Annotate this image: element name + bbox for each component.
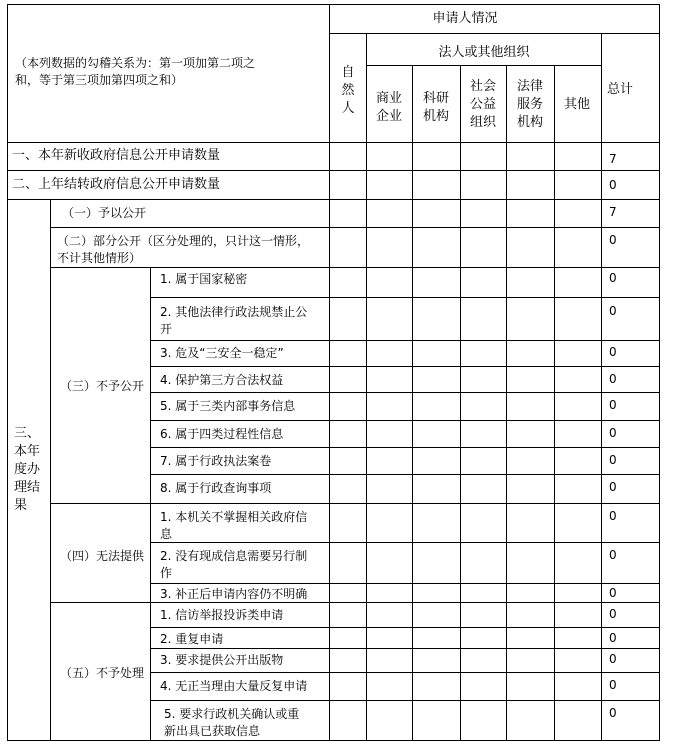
unable-item: 1. 本机关不掌握相关政府信 息 bbox=[160, 510, 308, 541]
refuse-item: 5. 属于三类内部事务信息 bbox=[160, 399, 296, 413]
header-note: （本列数据的勾稽关系为：第一项加第二项之 和，等于第三项加第四项之和） bbox=[15, 56, 256, 87]
grid-hline bbox=[150, 583, 660, 584]
refuse-item: 1. 属于国家秘密 bbox=[160, 272, 248, 286]
unable-item: 3. 补正后申请内容仍不明确 bbox=[160, 587, 308, 601]
refuse-item: 2. 其他法律行政法规禁止公 开 bbox=[160, 305, 308, 336]
total-value: 0 bbox=[609, 453, 617, 467]
header-legal-group: 法人或其他组织 bbox=[438, 45, 530, 60]
grid-hline bbox=[150, 648, 660, 649]
grid-hline bbox=[150, 420, 660, 421]
grid-vline bbox=[50, 199, 51, 741]
row-carried-over: 二、上年结转政府信息公开申请数量 bbox=[12, 177, 221, 192]
grid-hline bbox=[7, 142, 660, 143]
grid-hline bbox=[366, 65, 602, 66]
grid-vline bbox=[7, 4, 8, 741]
grid-hline bbox=[7, 199, 660, 200]
total-value: 0 bbox=[609, 652, 617, 666]
grid-hline bbox=[150, 700, 660, 701]
grid-hline bbox=[150, 366, 660, 367]
grid-hline bbox=[7, 4, 660, 5]
total-value: 0 bbox=[609, 178, 617, 192]
grid-hline bbox=[150, 542, 660, 543]
refuse-item: 7. 属于行政执法案卷 bbox=[160, 454, 272, 468]
grid-hline bbox=[7, 170, 660, 171]
total-value: 0 bbox=[609, 271, 617, 285]
grid-vline bbox=[554, 65, 555, 741]
grid-hline bbox=[150, 602, 660, 603]
row-refuse-group: （三）不予公开 bbox=[60, 379, 145, 393]
grid-hline bbox=[150, 297, 660, 298]
row-unable-group: （四）无法提供 bbox=[60, 549, 145, 563]
grid-hline bbox=[50, 503, 151, 504]
header-legal-service: 法律 服务 机构 bbox=[516, 79, 543, 130]
refuse-item: 6. 属于四类过程性信息 bbox=[160, 427, 284, 441]
total-value: 7 bbox=[609, 205, 617, 219]
total-value: 0 bbox=[609, 233, 617, 247]
total-value: 7 bbox=[609, 152, 617, 166]
grid-hline bbox=[150, 503, 660, 504]
total-value: 0 bbox=[609, 304, 617, 318]
grid-hline bbox=[7, 740, 660, 741]
row-new-requests: 一、本年新收政府信息公开申请数量 bbox=[12, 148, 221, 163]
grid-vline bbox=[460, 65, 461, 741]
grid-hline bbox=[50, 267, 660, 268]
header-social-welfare: 社会 公益 组织 bbox=[469, 79, 496, 130]
total-value: 0 bbox=[609, 480, 617, 494]
grid-vline bbox=[506, 65, 507, 741]
grid-hline bbox=[150, 627, 660, 628]
grid-hline bbox=[150, 340, 660, 341]
header-applicant-situation: 申请人情况 bbox=[432, 11, 498, 26]
header-other: 其他 bbox=[563, 97, 590, 112]
row-results-title: 三、 本年 度办 理结 果 bbox=[14, 426, 41, 513]
grid-hline bbox=[50, 602, 151, 603]
grid-vline bbox=[601, 33, 602, 741]
grid-hline bbox=[150, 392, 660, 393]
notprocess-item: 5. 要求行政机关确认或重 新出具已获取信息 bbox=[164, 707, 300, 738]
total-value: 0 bbox=[609, 706, 617, 720]
total-value: 0 bbox=[609, 548, 617, 562]
notprocess-item: 1. 信访举报投诉类申请 bbox=[160, 608, 284, 622]
header-total: 总计 bbox=[607, 82, 634, 97]
header-research: 科研 机构 bbox=[422, 91, 449, 124]
total-value: 0 bbox=[609, 678, 617, 692]
total-value: 0 bbox=[609, 372, 617, 386]
total-value: 0 bbox=[609, 398, 617, 412]
total-value: 0 bbox=[609, 509, 617, 523]
row-notprocess-group: （五）不予处理 bbox=[60, 666, 145, 680]
grid-vline bbox=[366, 33, 367, 741]
row-disclose: （一）予以公开 bbox=[62, 206, 147, 220]
grid-vline bbox=[659, 4, 660, 741]
grid-hline bbox=[50, 227, 660, 228]
total-value: 0 bbox=[609, 426, 617, 440]
unable-item: 2. 没有现成信息需要另行制 作 bbox=[160, 549, 308, 580]
header-natural-person: 自 然 人 bbox=[341, 65, 355, 116]
total-value: 0 bbox=[609, 607, 617, 621]
header-commercial: 商业 企业 bbox=[375, 91, 402, 124]
grid-hline bbox=[329, 33, 660, 34]
refuse-item: 3. 危及“三安全一稳定” bbox=[160, 346, 284, 360]
total-value: 0 bbox=[609, 345, 617, 359]
total-value: 0 bbox=[609, 631, 617, 645]
refuse-item: 8. 属于行政查询事项 bbox=[160, 481, 272, 495]
refuse-item: 4. 保护第三方合法权益 bbox=[160, 373, 284, 387]
notprocess-item: 2. 重复申请 bbox=[160, 632, 224, 646]
notprocess-item: 3. 要求提供公开出版物 bbox=[160, 653, 284, 667]
grid-vline bbox=[329, 4, 330, 741]
notprocess-item: 4. 无正当理由大量反复申请 bbox=[160, 679, 308, 693]
grid-hline bbox=[150, 672, 660, 673]
total-value: 0 bbox=[609, 586, 617, 600]
grid-vline bbox=[412, 65, 413, 741]
row-partial: （二）部分公开（区分处理的，只计这一情形， 不计其他情形） bbox=[57, 234, 310, 265]
grid-vline bbox=[150, 267, 151, 741]
grid-hline bbox=[150, 474, 660, 475]
grid-hline bbox=[150, 447, 660, 448]
